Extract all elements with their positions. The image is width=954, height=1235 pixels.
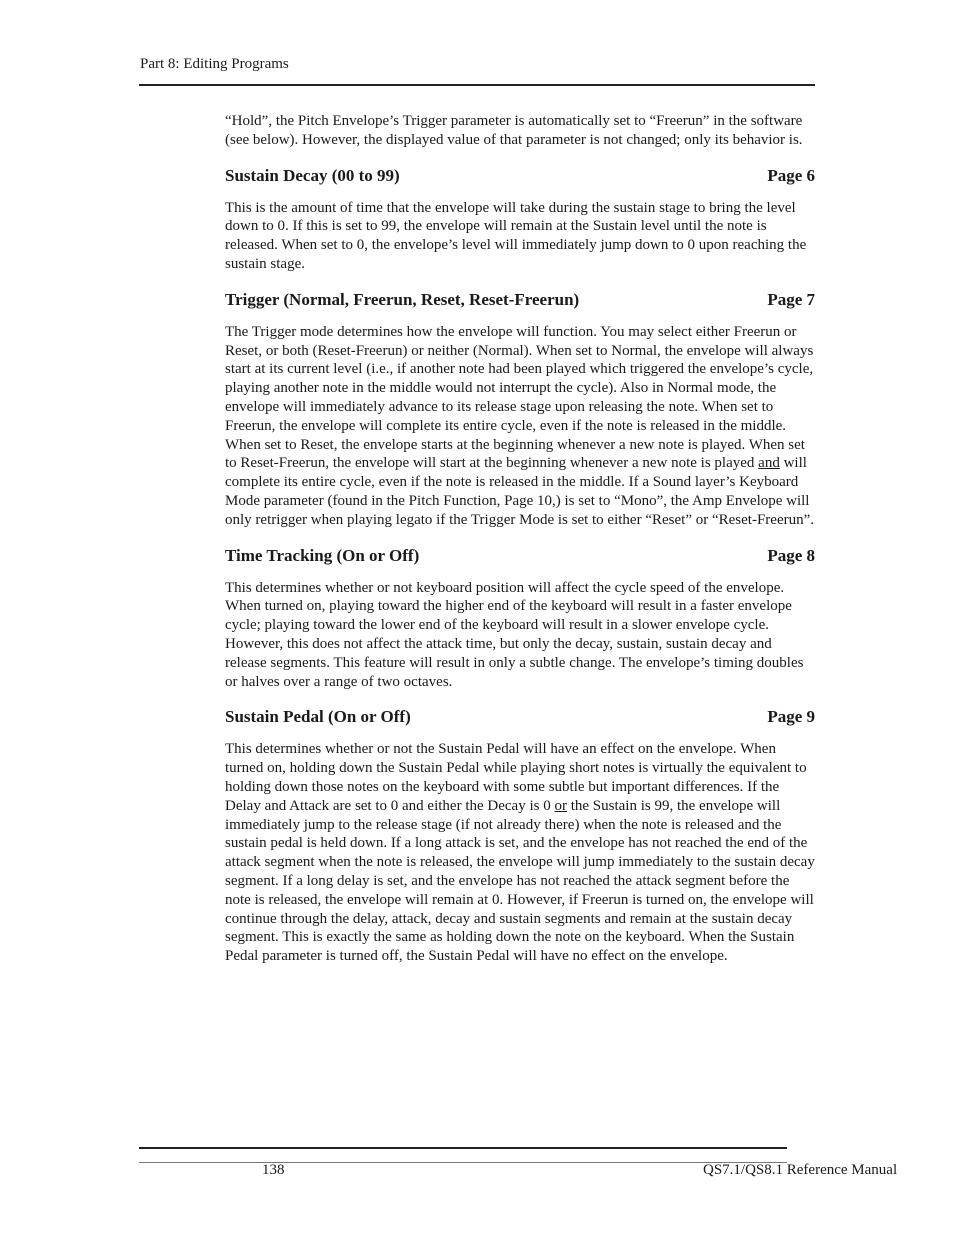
section-page-ref: Page 8 <box>767 545 815 565</box>
section-heading-sustain-decay <box>225 166 815 186</box>
section-heading-time-tracking <box>225 546 815 566</box>
section-title: Time Tracking (On or Off) <box>225 545 420 565</box>
section-paragraph: This determines whether or not keyboard position will affect the cycle speed of the envelope. When turned on, playing toward the higher end of the keyboard will result in a faster envelope cycle; playing toward the lower end of the keyboard will result in a slower envelope cycle. However, this does not affect the attack time, but only the decay, sustain, sustain decay and release segments. This feature will result in only a subtle change. The envelope’s timing doubles or halves over a range of two octaves. <box>225 579 804 690</box>
section-paragraph: This determines whether or not the Sustain Pedal will have an effect on the envelope. When turned on, holding down the Sustain Pedal while playing short notes is virtually the equivalent to holding down those notes on the keyboard with some subtle but important differences. If the Delay and Attack are set to 0 and either the Decay is 0 or the Sustain is 99, the envelope will immediately jump to the release stage (if not already there) when the note is released and the sustain pedal is held down. If a long attack is set, and the envelope has not reached the end of the attack segment when the note is released, the envelope will jump immediately to the sustain decay segment. If a long delay is set, and the envelope has not reached the attack segment before the note is released, the envelope will remain at 0. However, if Freerun is turned on, the envelope will continue through the delay, attack, decay and sustain segments and remain at the sustain decay segment. This is exactly the same as holding down the note on the keyboard. When the Sustain Pedal parameter is turned off, the Sustain Pedal will have no effect on the envelope. <box>225 741 815 965</box>
underlined-emphasis: or <box>554 797 567 814</box>
page-body <box>225 112 815 966</box>
underlined-emphasis: and <box>758 455 780 472</box>
section-title: Trigger (Normal, Freerun, Reset, Reset-Freerun) <box>225 289 580 309</box>
intro-paragraph: “Hold”, the Pitch Envelope’s Trigger parameter is automatically set to “Freerun” in the software (see below). However, the displayed value of that parameter is not changed; only its behavior is. <box>225 113 803 148</box>
section-paragraph: The Trigger mode determines how the envelope will function. You may select either Freerun or Reset, or both (Reset-Freerun) or neither (Normal). When set to Normal, the envelope will always start at its current level (i.e., if another note had been played which triggered the envelope’s cycle, playing another note in the middle would not interrupt the cycle). Also in Normal mode, the envelope will immediately advance to its release stage upon releasing the note. When set to Freerun, the envelope will complete its entire cycle, even if the note is released in the middle. When set to Reset, the envelope starts at the beginning whenever a new note is played. When set to Reset-Freerun, the envelope will start at the beginning whenever a new note is played and will complete its entire cycle, even if the note is released in the middle. If a Sound layer’s Keyboard Mode parameter (found in the Pitch Function, Page 10,) is set to “Mono”, the Amp Envelope will only retrigger when playing legato if the Trigger Mode is set to either “Reset” or “Reset-Freerun”. <box>225 323 814 528</box>
running-header: Part 8: Editing Programs <box>140 56 289 72</box>
page-number: 138 <box>262 1162 285 1178</box>
section-title: Sustain Pedal (On or Off) <box>225 707 411 727</box>
header-rule <box>139 84 815 86</box>
section-title: Sustain Decay (00 to 99) <box>225 165 400 185</box>
section-page-ref: Page 9 <box>767 707 815 727</box>
section-paragraph: This is the amount of time that the envelope will take during the sustain stage to bring the level down to 0. If this is set to 99, the envelope will remain at the Sustain level until the note is released. When set to 0, the envelope’s level will immediately jump down to 0 upon reaching the sustain stage. <box>225 199 807 272</box>
section-heading-sustain-pedal <box>225 707 815 727</box>
section-page-ref: Page 6 <box>767 165 815 185</box>
section-heading-trigger <box>225 290 815 310</box>
manual-title: QS7.1/QS8.1 Reference Manual <box>703 1162 898 1178</box>
footer-thin-rule <box>139 1162 787 1163</box>
footer-rule <box>139 1147 787 1149</box>
section-page-ref: Page 7 <box>767 289 815 309</box>
